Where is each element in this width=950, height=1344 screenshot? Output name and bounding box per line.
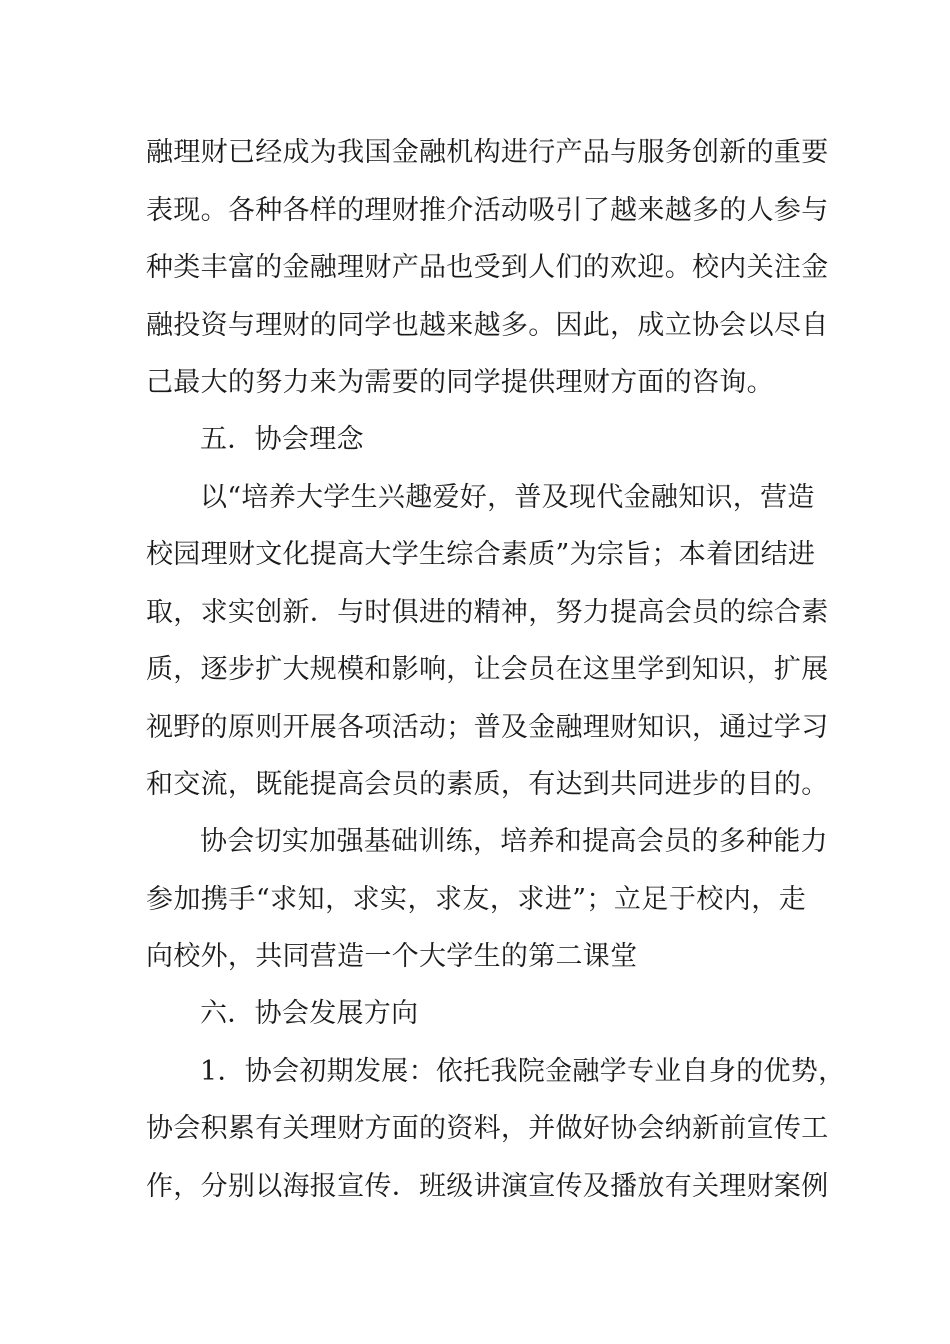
text-line-9: 取，求实创新．与时俱进的精神，努力提高会员的综合素 (146, 597, 829, 628)
text-line-11: 视野的原则开展各项活动；普及金融理财知识，通过学习 (146, 712, 829, 743)
text-line-13: 协会切实加强基础训练，培养和提高会员的多种能力 (200, 826, 828, 857)
text-line-3: 种类丰富的金融理财产品也受到人们的欢迎。校内关注金 (146, 252, 829, 283)
text-line-12: 和交流，既能提高会员的素质，有达到共同进步的目的。 (146, 769, 829, 800)
text-line-5: 己最大的努力来为需要的同学提供理财方面的咨询。 (146, 367, 774, 398)
text-line-17: 1．协会初期发展：依托我院金融学专业自身的优势， (200, 1056, 846, 1087)
section-heading-6: 六．协会发展方向 (200, 998, 419, 1029)
text-line-1: 融理财已经成为我国金融机构进行产品与服务创新的重要 (146, 137, 829, 168)
text-line-19: 作，分别以海报宣传．班级讲演宣传及播放有关理财案例 (146, 1171, 829, 1202)
text-line-7: 以“培养大学生兴趣爱好，普及现代金融知识，营造 (200, 482, 815, 513)
text-line-10: 质，逐步扩大规模和影响，让会员在这里学到知识，扩展 (146, 654, 829, 685)
text-line-2: 表现。各种各样的理财推介活动吸引了越来越多的人参与 (146, 195, 829, 226)
text-line-14: 参加携手“求知，求实，求友，求进”；立足于校内，走 (146, 884, 806, 915)
text-line-4: 融投资与理财的同学也越来越多。因此，成立协会以尽自 (146, 310, 829, 341)
section-heading-5: 五．协会理念 (200, 424, 364, 455)
text-line-8: 校园理财文化提高大学生综合素质”为宗旨；本着团结进 (146, 539, 816, 570)
text-line-15: 向校外，共同营造一个大学生的第二课堂 (146, 941, 638, 972)
text-line-18: 协会积累有关理财方面的资料，并做好协会纳新前宣传工 (146, 1113, 829, 1144)
